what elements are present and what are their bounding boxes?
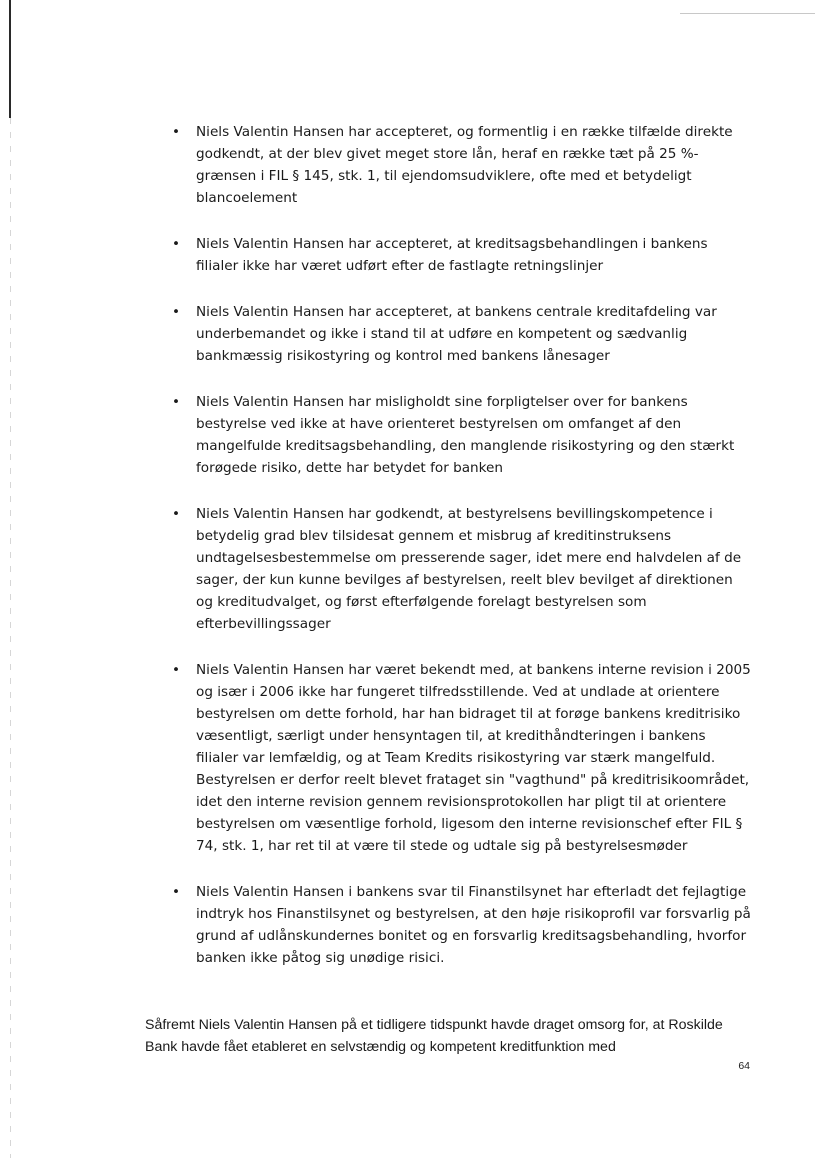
scan-edge-top bbox=[680, 13, 815, 14]
bullet-item-3 bbox=[172, 301, 752, 367]
bullet-text-2: Niels Valentin Hansen har accepteret, at kreditsagsbehandlingen i bankens filialer ikke har været udført efter de fastlagte retningslinjer bbox=[196, 236, 708, 274]
bullet-text-6: Niels Valentin Hansen har været bekendt med, at bankens interne revision i 2005 og især i 2006 ikke har fungeret tilfredsstillende. Ved at undlade at orientere bestyrelsen om dette forhold, har han bidraget til at forøge bankens kreditrisiko væsentligt, særligt under hensyntagen til, at kredithåndteringen i bankens filialer var lemfældig, og at Team Kredits risikostyring var stærk mangelfuld. Bestyrelsen er derfor reelt blevet frataget sin "vagthund" på kreditrisikoområdet, idet den interne revision gennem revisionsprotokollen har pligt til at orientere bestyrelsen om væsentlige forhold, ligesom den interne revisionschef efter FIL § 74, stk. 1, har ret til at være til stede og udtale sig på bestyrelsesmøder bbox=[196, 662, 751, 854]
bullet-marker: • bbox=[172, 394, 181, 410]
bullet-text-4: Niels Valentin Hansen har misligholdt sine forpligtelser over for bankens bestyrelse ved ikke at have orienteret bestyrelsen om omfanget af den mangelfulde kreditsagsbehandling, den manglende risikostyring og den stærkt forøgede risiko, dette har betydet for banken bbox=[196, 394, 735, 476]
closing-paragraph: Såfremt Niels Valentin Hansen på et tidligere tidspunkt havde draget omsorg for, at Roskilde Bank havde fået etableret en selvstændig og kompetent kreditfunktion med bbox=[145, 1017, 723, 1055]
bullet-item-4 bbox=[172, 391, 752, 479]
bullet-marker: • bbox=[172, 236, 181, 252]
bullet-item-7 bbox=[172, 881, 752, 969]
bullet-text-5: Niels Valentin Hansen har godkendt, at bestyrelsens bevillingskompetence i betydelig grad blev tilsidesat gennem et misbrug af kreditinstruksens undtagelsesbestemmelse om presserende sager, idet mere end halvdelen af de sager, der kun kunne bevilges af bestyrelsen, reelt blev bevilget af direktionen og kreditudvalget, og først efterfølgende forelagt bestyrelsen som efterbevillingssager bbox=[196, 506, 742, 632]
bullet-item-2 bbox=[172, 233, 752, 277]
bullet-item-6 bbox=[172, 659, 752, 857]
bullet-item-1 bbox=[172, 121, 752, 209]
bullet-list bbox=[172, 121, 752, 993]
bullet-text-3: Niels Valentin Hansen har accepteret, at bankens centrale kreditafdeling var underbemandet og ikke i stand til at udføre en kompetent og sædvanlig bankmæssig risikostyring og kontrol med bankens lånesager bbox=[196, 304, 717, 364]
bullet-marker: • bbox=[172, 304, 181, 320]
page-number: 64 bbox=[738, 1060, 750, 1072]
bullet-marker: • bbox=[172, 124, 181, 140]
bullet-marker: • bbox=[172, 884, 181, 900]
bullet-text-1: Niels Valentin Hansen har accepteret, og formentlig i en række tilfælde direkte godkendt, at der blev givet meget store lån, heraf en række tæt på 25 %-grænsen i FIL § 145, stk. 1, til ejendomsudviklere, ofte med et betydeligt blancoelement bbox=[196, 124, 733, 206]
bullet-marker: • bbox=[172, 506, 181, 522]
scan-edge-left bbox=[9, 0, 11, 118]
scan-edge-left-faint bbox=[10, 118, 11, 1158]
bullet-text-7: Niels Valentin Hansen i bankens svar til Finanstilsynet har efterladt det fejlagtige indtryk hos Finanstilsynet og bestyrelsen, at den høje risikoprofil var forsvarlig på grund af udlånskundernes bonitet og en forsvarlig kreditsagsbehandling, hvorfor banken ikke påtog sig unødige risici. bbox=[196, 884, 751, 966]
bullet-item-5 bbox=[172, 503, 752, 635]
bullet-marker: • bbox=[172, 662, 181, 678]
